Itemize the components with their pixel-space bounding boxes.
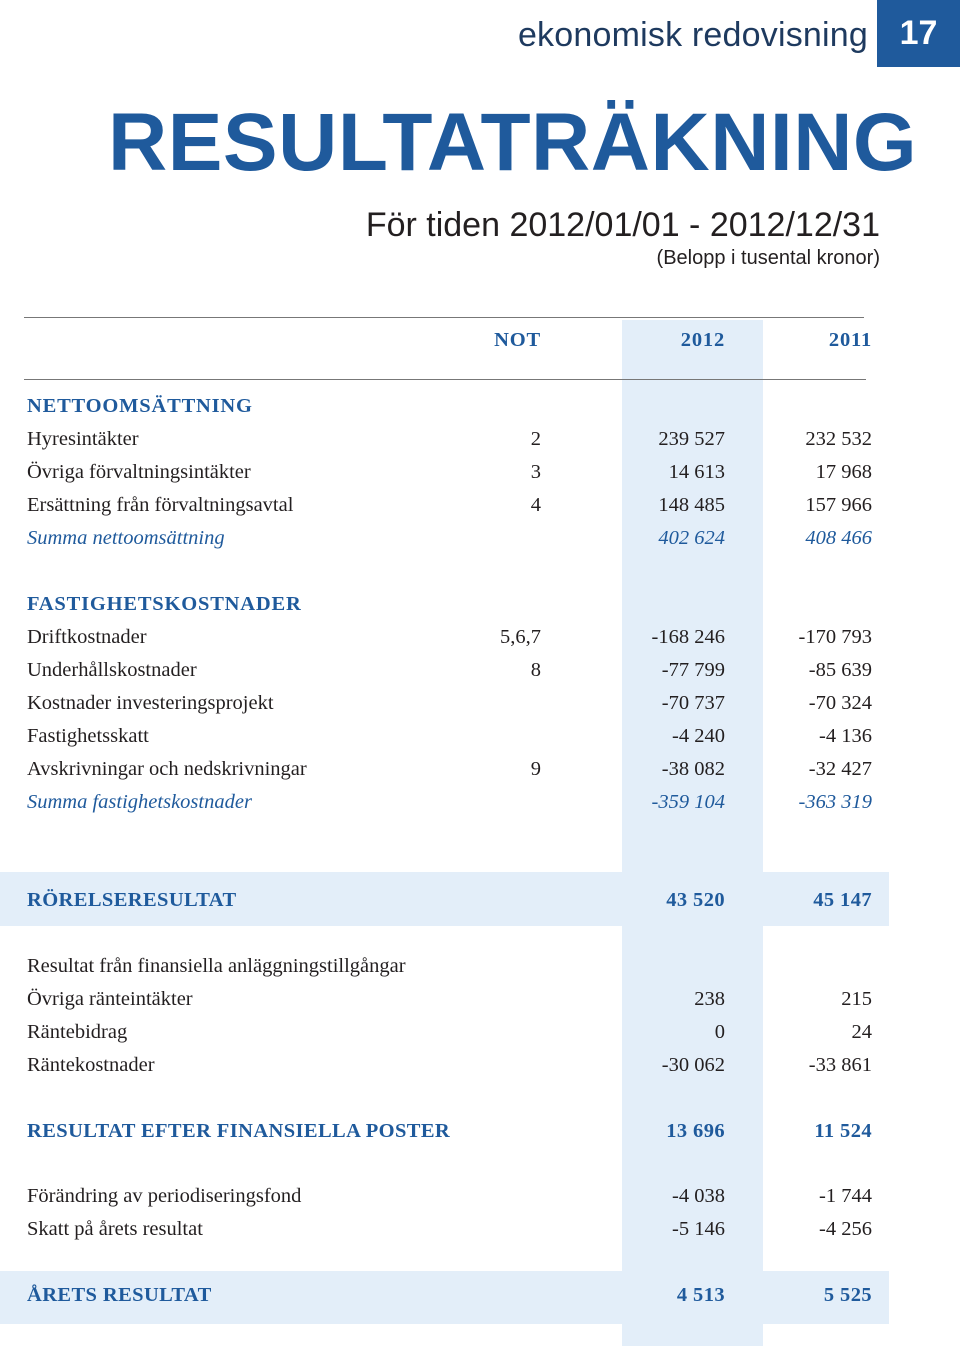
total-value-2012: 4 513 bbox=[676, 1284, 725, 1306]
table-row bbox=[0, 489, 960, 522]
column-header-2011: 2011 bbox=[828, 329, 872, 351]
row-label: Räntekostnader bbox=[27, 1054, 155, 1076]
table-row bbox=[0, 1180, 960, 1213]
row-label: Underhållskostnader bbox=[27, 659, 197, 681]
total-label: ÅRETS RESULTAT bbox=[27, 1284, 212, 1306]
row-note: 5,6,7 bbox=[500, 626, 541, 648]
row-value-2012: 238 bbox=[694, 988, 725, 1010]
column-header-row bbox=[0, 324, 960, 357]
row-label: Resultat från finansiella anläggningstillgångar bbox=[27, 955, 406, 977]
table-row bbox=[0, 720, 960, 753]
section-title: ekonomisk redovisning bbox=[517, 16, 868, 54]
row-value-2011: -1 744 bbox=[819, 1185, 872, 1207]
row-note: 2 bbox=[530, 428, 541, 450]
row-value-2012: -4 038 bbox=[672, 1185, 725, 1207]
sum-value-2011: 408 466 bbox=[805, 527, 872, 549]
total-label: RESULTAT EFTER FINANSIELLA POSTER bbox=[27, 1120, 451, 1142]
page-title: RESULTATRÄKNING bbox=[108, 97, 918, 188]
row-value-2011: -4 136 bbox=[819, 725, 872, 747]
sum-label: Summa nettoomsättning bbox=[27, 527, 225, 549]
table-row bbox=[0, 1016, 960, 1049]
section-heading-label: FASTIGHETSKOSTNADER bbox=[27, 593, 302, 615]
table-row bbox=[0, 654, 960, 687]
total-row-rorelseresultat bbox=[0, 884, 960, 917]
row-value-2011: -70 324 bbox=[808, 692, 872, 714]
row-note: 8 bbox=[530, 659, 541, 681]
total-value-2011: 11 524 bbox=[814, 1120, 872, 1142]
row-value-2012: 14 613 bbox=[668, 461, 725, 483]
row-value-2012: -70 737 bbox=[661, 692, 725, 714]
row-value-2011: -4 256 bbox=[819, 1218, 872, 1240]
row-label: Räntebidrag bbox=[27, 1021, 128, 1043]
table-row bbox=[0, 456, 960, 489]
row-value-2011: 17 968 bbox=[815, 461, 872, 483]
table-row bbox=[0, 1049, 960, 1082]
row-value-2012: -38 082 bbox=[661, 758, 725, 780]
row-label: Förändring av periodiseringsfond bbox=[27, 1185, 302, 1207]
row-value-2012: 148 485 bbox=[658, 494, 725, 516]
sum-row-fastighetskostnader bbox=[0, 786, 960, 819]
total-value-2012: 13 696 bbox=[666, 1120, 725, 1142]
table-row bbox=[0, 1213, 960, 1246]
row-label: Driftkostnader bbox=[27, 626, 147, 648]
table-row bbox=[0, 950, 960, 983]
section-heading-fastighetskostnader bbox=[0, 588, 960, 621]
total-row-resultat-efter-finansiella bbox=[0, 1115, 960, 1148]
total-value-2011: 45 147 bbox=[813, 889, 872, 911]
row-note: 4 bbox=[530, 494, 541, 516]
row-label: Hyresintäkter bbox=[27, 428, 139, 450]
table-row bbox=[0, 621, 960, 654]
row-value-2012: 0 bbox=[714, 1021, 725, 1043]
row-value-2011: 24 bbox=[851, 1021, 872, 1043]
total-value-2012: 43 520 bbox=[666, 889, 725, 911]
sum-value-2012: -359 104 bbox=[651, 791, 725, 813]
row-note: 9 bbox=[530, 758, 541, 780]
row-value-2011: -32 427 bbox=[808, 758, 872, 780]
sum-value-2011: -363 319 bbox=[798, 791, 872, 813]
row-label: Kostnader investeringsprojekt bbox=[27, 692, 274, 714]
column-header-2012: 2012 bbox=[680, 329, 725, 351]
total-row-arets-resultat bbox=[0, 1279, 960, 1312]
table-row bbox=[0, 983, 960, 1016]
page-number: 17 bbox=[899, 14, 938, 52]
row-value-2012: -30 062 bbox=[661, 1054, 725, 1076]
row-label: Avskrivningar och nedskrivningar bbox=[27, 758, 307, 780]
table-row bbox=[0, 687, 960, 720]
period-subtitle: För tiden 2012/01/01 - 2012/12/31 bbox=[365, 206, 880, 244]
row-label: Övriga förvaltningsintäkter bbox=[27, 461, 251, 483]
row-note: 3 bbox=[530, 461, 541, 483]
unit-note: (Belopp i tusental kronor) bbox=[656, 247, 880, 269]
row-value-2011: 232 532 bbox=[805, 428, 872, 450]
row-value-2011: -85 639 bbox=[808, 659, 872, 681]
row-label: Fastighetsskatt bbox=[27, 725, 149, 747]
row-value-2012: -4 240 bbox=[672, 725, 725, 747]
total-value-2011: 5 525 bbox=[823, 1284, 872, 1306]
page-number-badge bbox=[877, 0, 960, 67]
row-value-2012: -77 799 bbox=[661, 659, 725, 681]
row-value-2012: -168 246 bbox=[651, 626, 725, 648]
row-value-2011: 215 bbox=[841, 988, 872, 1010]
divider-header bbox=[24, 379, 866, 380]
table-row bbox=[0, 753, 960, 786]
row-value-2012: 239 527 bbox=[658, 428, 725, 450]
row-value-2012: -5 146 bbox=[672, 1218, 725, 1240]
table-row bbox=[0, 423, 960, 456]
total-label: RÖRELSERESULTAT bbox=[27, 889, 237, 911]
sum-row-nettoomsattning bbox=[0, 522, 960, 555]
row-value-2011: -170 793 bbox=[798, 626, 872, 648]
divider-top bbox=[24, 317, 864, 318]
row-value-2011: 157 966 bbox=[805, 494, 872, 516]
row-label: Ersättning från förvaltningsavtal bbox=[27, 494, 294, 516]
sum-value-2012: 402 624 bbox=[658, 527, 725, 549]
section-heading-label: NETTOOMSÄTTNING bbox=[27, 395, 253, 417]
row-label: Skatt på årets resultat bbox=[27, 1218, 203, 1240]
column-header-not: NOT bbox=[494, 329, 541, 351]
row-value-2011: -33 861 bbox=[808, 1054, 872, 1076]
sum-label: Summa fastighetskostnader bbox=[27, 791, 252, 813]
row-label: Övriga ränteintäkter bbox=[27, 988, 193, 1010]
section-heading-nettoomsattning bbox=[0, 390, 960, 423]
